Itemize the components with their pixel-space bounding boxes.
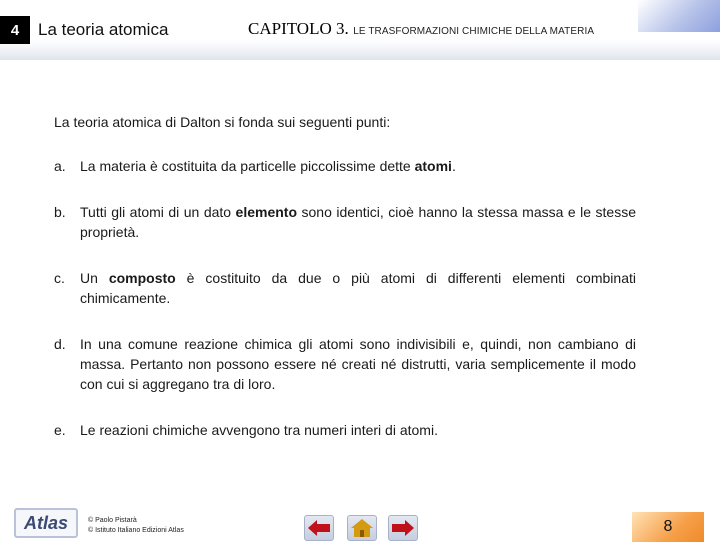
list-item-label: e. xyxy=(54,422,66,438)
next-button[interactable] xyxy=(388,515,418,541)
page-number: 8 xyxy=(663,518,673,535)
slide-header xyxy=(0,0,720,62)
page-number-badge xyxy=(632,512,704,542)
keyword: elemento xyxy=(235,204,298,220)
credit-author: © Paolo Pistarà xyxy=(88,517,137,524)
list-item-text: Tutti gli atomi di un dato elemento sono identici, cioè hanno la stessa massa e le stesse proprietà. xyxy=(80,204,636,240)
corner-accent xyxy=(638,0,720,32)
intro-text: La teoria atomica di Dalton si fonda sui seguenti punti: xyxy=(54,114,391,130)
section-title: La teoria atomica xyxy=(38,20,169,39)
list-item-text: La materia è costituita da particelle piccolissime dette atomi. xyxy=(80,158,456,174)
list-item-label: c. xyxy=(54,270,65,286)
list-item-label: a. xyxy=(54,158,66,174)
header-gradient-band xyxy=(0,40,720,60)
credit-publisher: © Istituto Italiano Edizioni Atlas xyxy=(88,527,184,534)
atlas-logo xyxy=(14,508,78,538)
list-item xyxy=(54,268,636,308)
list-item-label: b. xyxy=(54,204,66,220)
section-number-badge: 4 xyxy=(0,16,30,44)
list-item xyxy=(54,202,636,242)
list-item-text: Le reazioni chimiche avvengono tra numeri interi di atomi. xyxy=(80,422,438,438)
list-item xyxy=(54,420,636,440)
slide-content xyxy=(54,112,636,466)
list-item-text: Un composto è costituito da due o più atomi di differenti elementi combinati chimicamente. xyxy=(80,270,636,306)
keyword: atomi xyxy=(414,158,452,174)
list-item-label: d. xyxy=(54,336,66,352)
arrow-right-icon xyxy=(392,520,414,536)
chapter-number: CAPITOLO 3. xyxy=(248,19,349,38)
logo-text: Atlas xyxy=(23,512,68,533)
arrow-left-icon xyxy=(308,520,330,536)
chapter-heading xyxy=(248,19,594,39)
list-item xyxy=(54,334,636,394)
keyword: composto xyxy=(108,270,176,286)
home-icon xyxy=(351,519,373,537)
list-item-text: In una comune reazione chimica gli atomi sono indivisibili e, quindi, non cambiano di massa. Pertanto non possono essere né creati né distrutti, varia semplicemente il modo con cui si aggregano tra di loro. xyxy=(80,336,636,392)
list-item xyxy=(54,156,636,176)
home-button[interactable] xyxy=(347,515,377,541)
chapter-title: LE TRASFORMAZIONI CHIMICHE DELLA MATERIA xyxy=(353,26,595,37)
slide-footer xyxy=(0,500,720,540)
credits xyxy=(88,516,184,536)
previous-button[interactable] xyxy=(304,515,334,541)
